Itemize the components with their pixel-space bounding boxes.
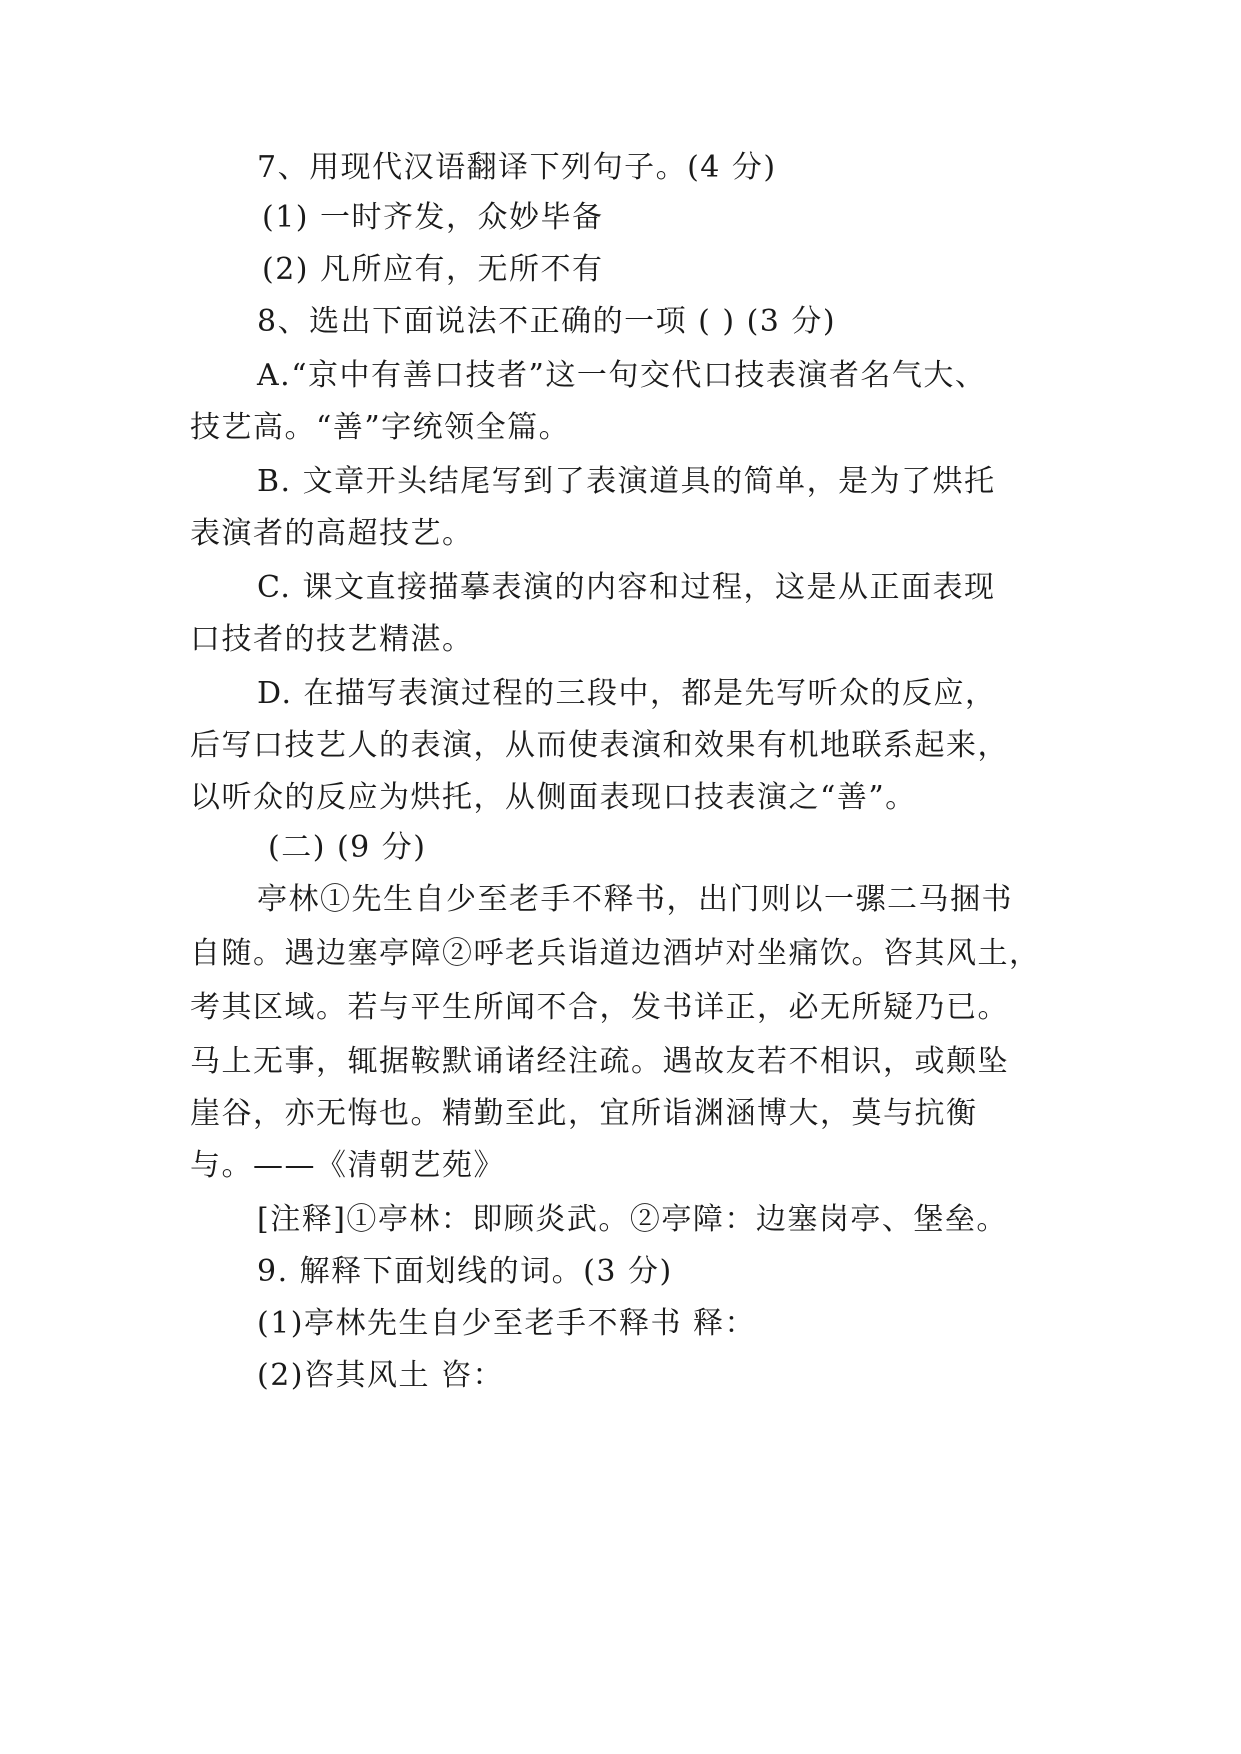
passage-line-6: 与。——《清朝艺苑》	[190, 1148, 505, 1183]
option-a-line-2: 技艺高。“善”字统领全篇。	[190, 410, 571, 445]
annotation-note: [注释]①亭林：即顾炎武。②亭障：边塞岗亭、堡垒。	[257, 1202, 1008, 1237]
option-d-line-1: D. 在描写表演过程的三段中，都是先写听众的反应，	[257, 676, 997, 711]
passage-line-4: 马上无事，辄据鞍默诵诸经注疏。遇故友若不相识，或颠坠	[190, 1044, 1009, 1079]
question-9-item-2: (2)咨其风土 咨：	[257, 1358, 505, 1393]
passage-line-5: 崖谷，亦无悔也。精勤至此，宜所诣渊涵博大，莫与抗衡	[190, 1096, 978, 1131]
question-7-item-2: (2) 凡所应有，无所不有	[262, 252, 604, 287]
question-9-item-1: (1)亭林先生自少至老手不释书 释：	[257, 1306, 757, 1341]
option-c-line-1: C. 课文直接描摹表演的内容和过程，这是从正面表现	[257, 570, 996, 605]
passage-line-2: 自随。遇边塞亭障②呼老兵诣道边酒垆对坐痛饮。咨其风土，	[190, 936, 1041, 971]
question-8-title: 8、选出下面说法不正确的一项 ( ) (3 分)	[257, 304, 837, 339]
option-c-line-2: 口技者的技艺精湛。	[190, 622, 474, 657]
section-2-heading: (二) (9 分)	[268, 830, 427, 865]
passage-line-3: 考其区域。若与平生所闻不合，发书详正，必无所疑乃已。	[190, 990, 1009, 1025]
option-d-line-3: 以听众的反应为烘托，从侧面表现口技表演之“善”。	[190, 780, 917, 815]
option-b-line-1: B. 文章开头结尾写到了表演道具的简单，是为了烘托	[257, 464, 996, 499]
question-9-title: 9. 解释下面划线的词。(3 分)	[257, 1254, 673, 1289]
option-b-line-2: 表演者的高超技艺。	[190, 516, 474, 551]
passage-line-1: 亭林①先生自少至老手不释书，出门则以一骡二马捆书	[257, 882, 1013, 917]
question-7-title: 7、用现代汉语翻译下列句子。(4 分)	[257, 150, 777, 185]
option-d-line-2: 后写口技艺人的表演，从而使表演和效果有机地联系起来，	[190, 728, 1009, 763]
option-a-line-1: A.“京中有善口技者”这一句交代口技表演者名气大、	[257, 358, 987, 393]
question-7-item-1: (1) 一时齐发，众妙毕备	[262, 200, 604, 235]
